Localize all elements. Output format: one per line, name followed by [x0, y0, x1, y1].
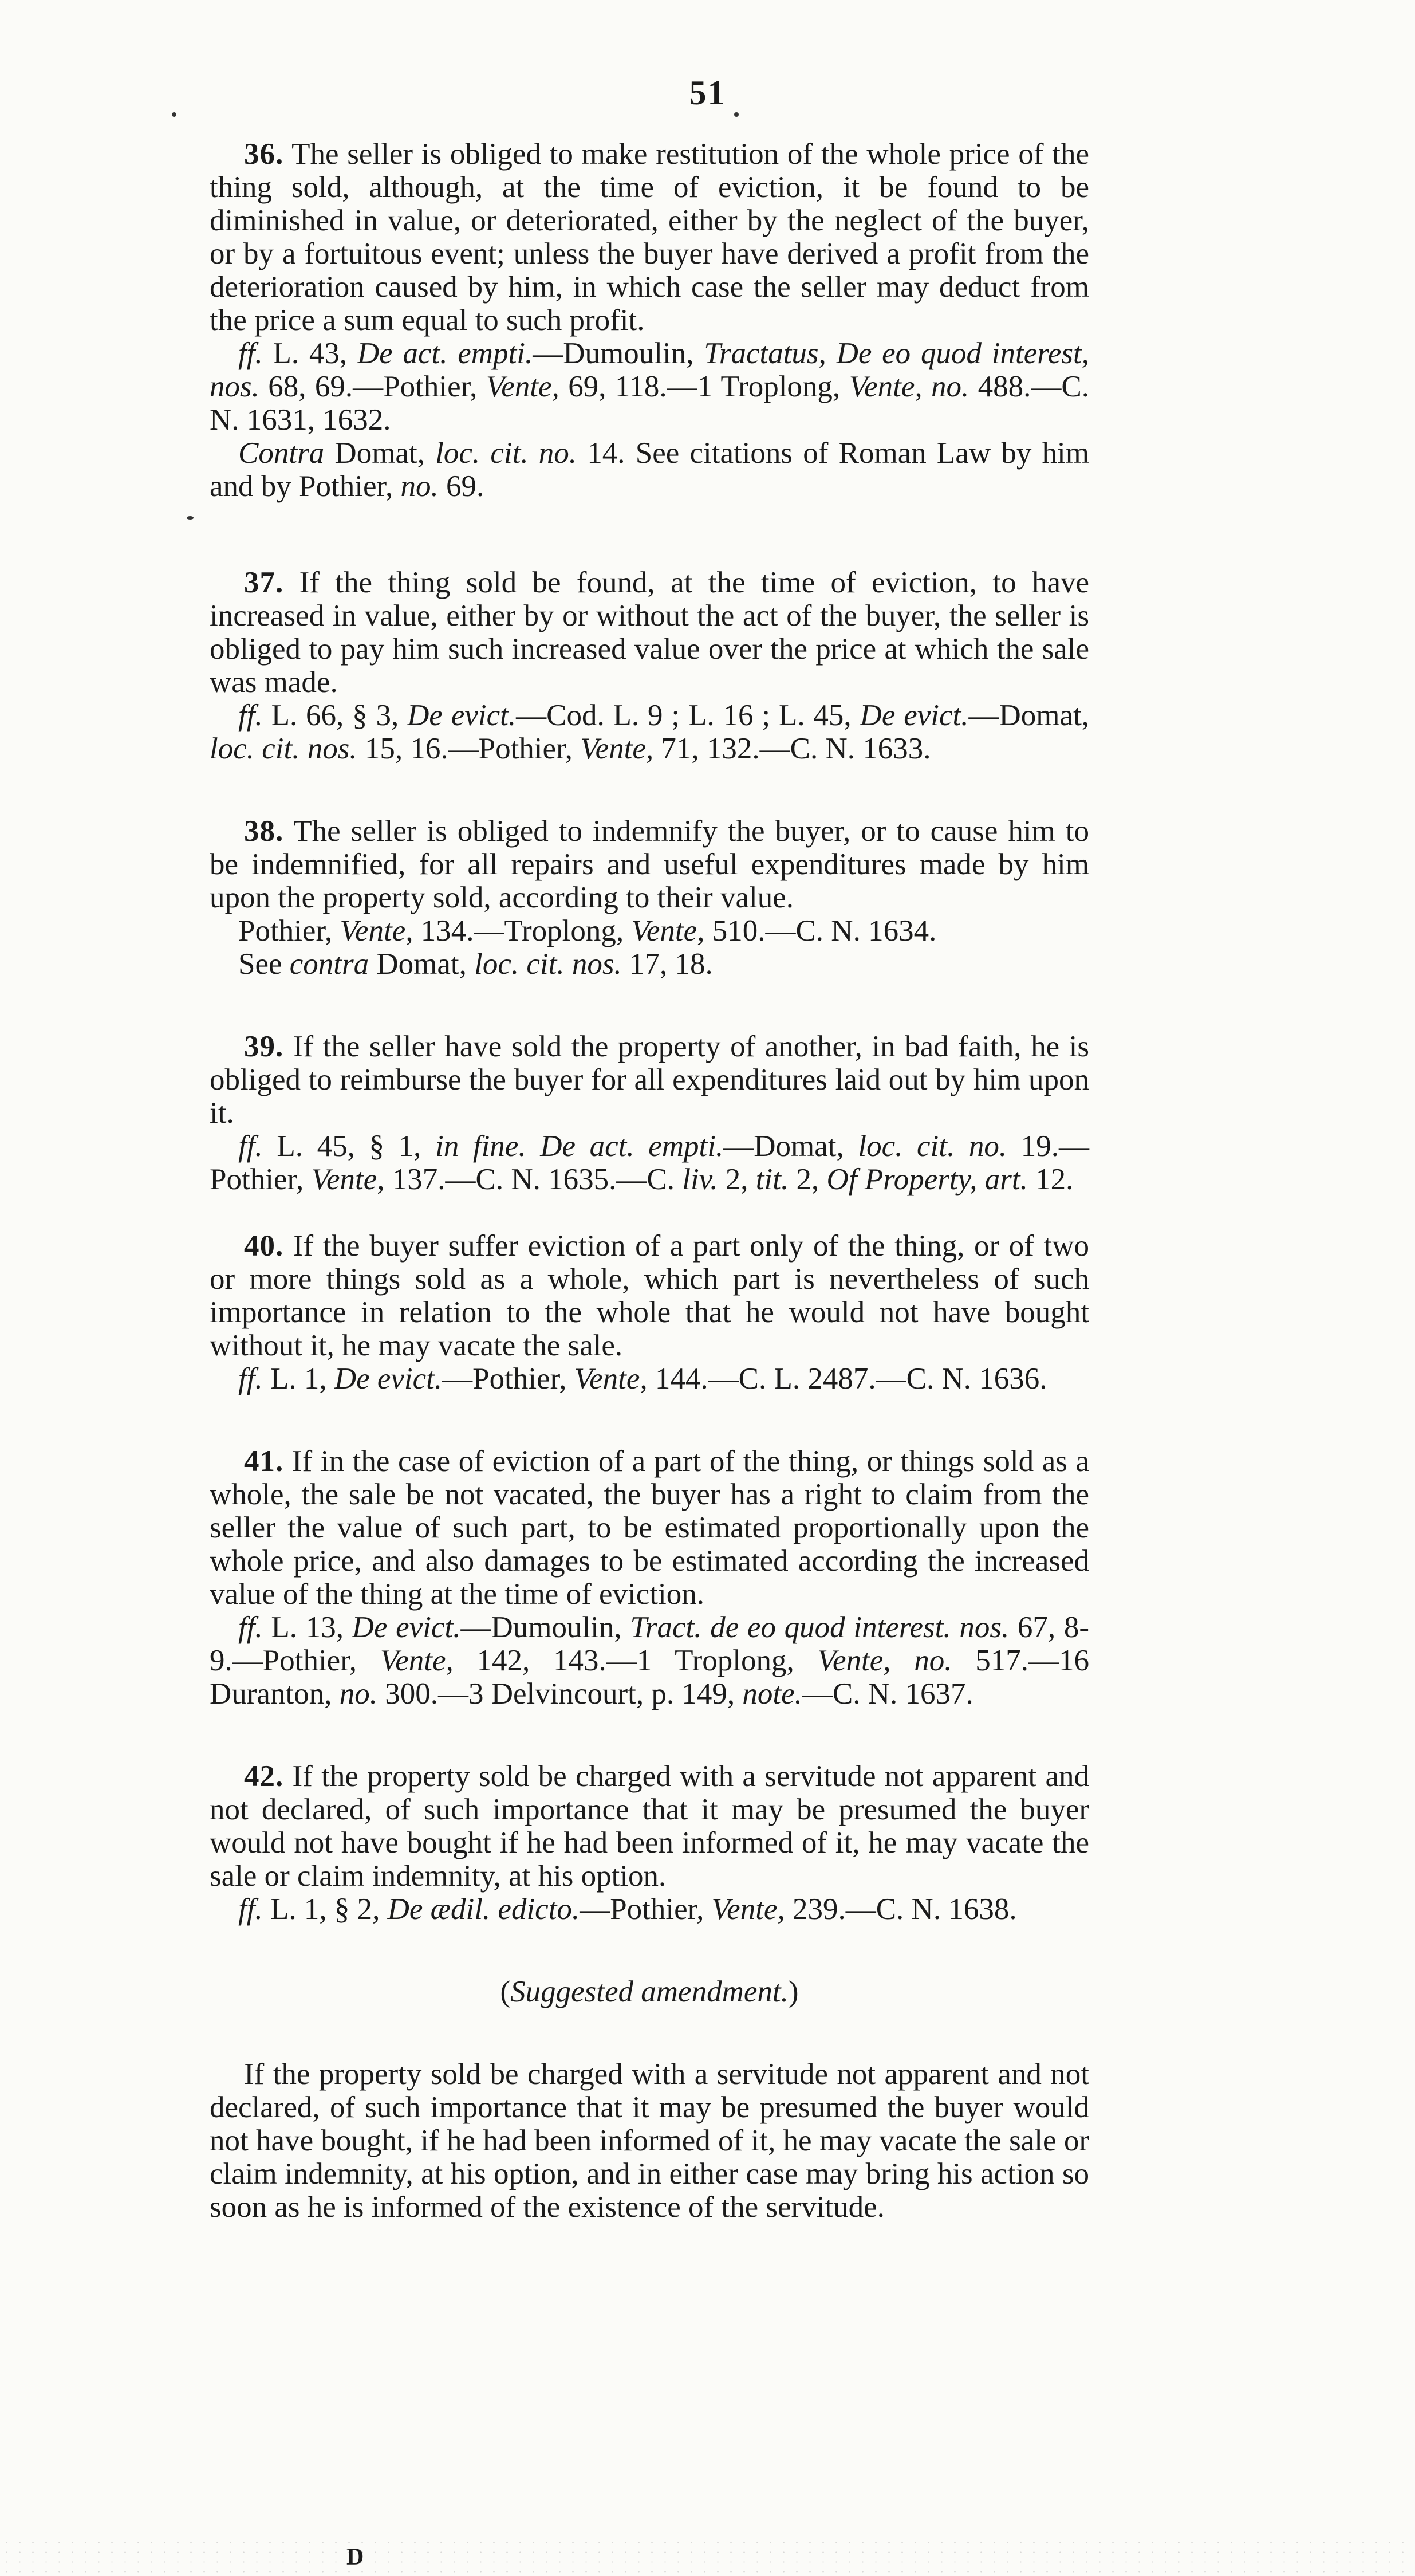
article-body: The seller is obliged to indemnify the buyer, or to cause him to be indemnified, for all repairs and useful expenditures made by him upon the property sold, according to their value. — [210, 815, 1089, 914]
citation-part: L. 45, § 1, — [262, 1130, 435, 1163]
citation-part: loc. cit. nos. — [474, 947, 622, 981]
citation-part: Vente, — [580, 732, 654, 765]
ink-speck — [187, 516, 194, 520]
amendment-heading-text: Suggested amendment. — [510, 1975, 789, 2008]
article-text — [210, 566, 1089, 699]
citation-part: no. — [400, 470, 439, 503]
page-body — [210, 137, 1089, 2224]
citation-part: 19.—Pothier, — [210, 1130, 1090, 1196]
article-41 — [210, 1445, 1089, 1710]
citation-part: —C. N. 1637. — [802, 1677, 973, 1710]
citation-part: 142, 143.—1 Troplong, — [453, 1644, 818, 1677]
citation-part: Vente, — [380, 1644, 454, 1677]
citation-part: 2, — [789, 1163, 827, 1196]
citation-part: —Pothier, — [580, 1893, 712, 1926]
article-39 — [210, 1030, 1089, 1196]
article-body: The seller is obliged to make restitution of the whole price of the thing sold, although, at the time of eviction, it be found to be diminished in value, or deteriorated, either by the neglect of the buyer, or by a fortuitous event; unless the buyer have derived a profit from the deterioration caused by him, in which case the seller may deduct from the price a sum equal to such profit. — [210, 137, 1089, 337]
citation-part: ff. — [238, 1130, 263, 1163]
citation-part: 68, 69.—Pothier, — [259, 370, 486, 403]
citation-part: 67, 8-9.—Pothier, — [210, 1611, 1090, 1677]
citation-part: liv. — [682, 1163, 718, 1196]
citation-part: 239.—C. N. 1638. — [785, 1893, 1017, 1926]
article-text — [210, 1760, 1089, 1893]
citation-part: 69. — [438, 470, 484, 503]
citation-part: 17, 18. — [621, 947, 713, 981]
article-text — [210, 815, 1089, 914]
citation-part: 15, 16.—Pothier, — [357, 732, 581, 765]
citation-part: note. — [742, 1677, 802, 1710]
citation-part: L. 66, § 3, — [262, 699, 408, 732]
citation-part: loc. cit. no. — [858, 1130, 1007, 1163]
citation-part: De evict. — [352, 1611, 461, 1644]
citation-part: L. 1, § 2, — [262, 1893, 388, 1926]
citation — [210, 947, 1089, 981]
citation-part: —Cod. L. 9 ; L. 16 ; L. 45, — [516, 699, 860, 732]
article-body: If in the case of eviction of a part of the thing, or things sold as a whole, the sale be not vacated, the buyer has a right to claim from the seller the value of such part, to be estimated proportionally upon the whole price, and also damages to be estimated according the increased value of the thing at the time of eviction. — [210, 1445, 1090, 1611]
citation — [210, 1611, 1089, 1710]
article-number: 37. — [244, 566, 284, 599]
citation-part: Contra — [238, 436, 325, 470]
citation-part: Vente, no. — [849, 370, 969, 403]
article-number: 38. — [244, 815, 284, 848]
citation-part: De ædil. edicto. — [387, 1893, 580, 1926]
citation-part: —Domat, — [968, 699, 1089, 732]
scan-noise — [0, 2538, 1415, 2576]
citation-part: in fine. De act. empti. — [435, 1130, 724, 1163]
citation-part: De evict. — [860, 699, 969, 732]
citation-part: Vente, no. — [817, 1644, 952, 1677]
citation-part: 137.—C. N. 1635.—C. — [384, 1163, 683, 1196]
citation-part: L. 1, — [262, 1362, 334, 1395]
ink-speck — [172, 112, 176, 117]
article-body: If the buyer suffer eviction of a part only of the thing, or of two or more things sold as a whole, which part is nevertheless of such importance in relation to the whole that he would not have bought without it, he may vacate the sale. — [210, 1229, 1090, 1362]
citation-part: —Dumoulin, — [533, 337, 704, 370]
citation-part: 134.—Troplong, — [413, 914, 632, 947]
amendment-text: If the property sold be charged with a servitude not apparent and not declared, of such importance that it may be presumed the buyer would not have bought, if he had been informed of it, he may vacate the sale or claim indemnity, at his option, and in either case may bring his action so soon as he is informed of the existence of the servitude. — [210, 2058, 1089, 2224]
citation-part: Pothier, — [238, 914, 340, 947]
article-text — [210, 1030, 1089, 1130]
citation-part: De evict. — [407, 699, 517, 732]
citation-part: Domat, — [369, 947, 475, 981]
article-38 — [210, 815, 1089, 981]
citation-part: 12. — [1027, 1163, 1074, 1196]
citation-part: ff. — [238, 1362, 263, 1395]
citation-part: Vente, — [311, 1163, 385, 1196]
citation — [210, 337, 1089, 436]
article-text — [210, 1445, 1089, 1611]
article-number: 36. — [244, 137, 284, 171]
citation-part: L. 13, — [262, 1611, 352, 1644]
citation-part: Vente, — [486, 370, 559, 403]
article-37 — [210, 566, 1089, 765]
citation-part: ff. — [238, 337, 263, 370]
citation-part: 488.—C. N. 1631, 1632. — [210, 370, 1089, 436]
article-text — [210, 137, 1089, 337]
citation-part: —Pothier, — [442, 1362, 574, 1395]
citation-part: De evict. — [334, 1362, 443, 1395]
citation-part: 517.—16 Duranton, — [210, 1644, 1089, 1710]
article-number: 39. — [244, 1030, 284, 1063]
citation-part: Vente, — [631, 914, 705, 947]
citation-part: Tract. de eo quod interest. nos. — [630, 1611, 1010, 1644]
citation-part: loc. cit. no. — [435, 436, 577, 470]
citation-part: Vente, — [711, 1893, 785, 1926]
citation-part: loc. cit. nos. — [210, 732, 357, 765]
citation-part: 510.—C. N. 1634. — [704, 914, 937, 947]
citation — [210, 699, 1089, 765]
citation-part: 2, — [718, 1163, 756, 1196]
citation — [210, 1362, 1089, 1395]
article-36 — [210, 137, 1089, 503]
citation-part: ff. — [238, 1611, 263, 1644]
citation-part: Tractatus, De eo quod interest, nos. — [210, 337, 1089, 403]
citation-part: 71, 132.—C. N. 1633. — [653, 732, 931, 765]
article-40 — [210, 1229, 1089, 1395]
citation — [210, 914, 1089, 947]
citation-part: 14. See citations of Roman Law by him and by Pothier, — [210, 436, 1089, 503]
page-number: 51 — [689, 74, 726, 112]
ink-speck — [734, 112, 739, 117]
citation-part: —Dumoulin, — [460, 1611, 630, 1644]
signature-mark: D — [346, 2544, 365, 2570]
citation — [210, 1130, 1089, 1196]
amendment-heading: (Suggested amendment.) — [500, 1975, 799, 2008]
article-number: 41. — [244, 1445, 284, 1478]
citation-part: 69, 118.—1 Troplong, — [559, 370, 849, 403]
citation — [210, 436, 1089, 503]
citation-part: De act. empti. — [357, 337, 533, 370]
article-42 — [210, 1760, 1089, 1926]
citation-part: contra — [289, 947, 369, 981]
citation-part: L. 43, — [262, 337, 357, 370]
article-body: If the seller have sold the property of another, in bad faith, he is obliged to reimburse the buyer for all expenditures laid out by him upon it. — [210, 1030, 1090, 1130]
article-body: If the thing sold be found, at the time of eviction, to have increased in value, either by or without the act of the buyer, the seller is obliged to pay him such increased value over the price at which the sale was made. — [210, 566, 1089, 699]
citation-part: —Domat, — [723, 1130, 858, 1163]
citation-part: tit. — [755, 1163, 789, 1196]
citation-part: ff. — [238, 699, 263, 732]
citation-part: See — [238, 947, 290, 981]
citation-part: ff. — [238, 1893, 263, 1926]
citation — [210, 1893, 1089, 1926]
article-number: 40. — [244, 1229, 284, 1263]
article-number: 42. — [244, 1760, 284, 1793]
citation-part: Domat, — [324, 436, 436, 470]
citation-part: no. — [339, 1677, 377, 1710]
citation-part: 300.—3 Delvincourt, p. 149, — [377, 1677, 743, 1710]
article-body: If the property sold be charged with a servitude not apparent and not declared, of such importance that it may be presumed the buyer would not have bought if he had been informed of it, he may vacate the sale or claim indemnity, at his option. — [210, 1760, 1090, 1893]
citation-part: Vente, — [574, 1362, 648, 1395]
article-text — [210, 1229, 1089, 1362]
citation-part: Of Property, art. — [826, 1163, 1028, 1196]
citation-part: Vente, — [340, 914, 413, 947]
citation-part: 144.—C. L. 2487.—C. N. 1636. — [647, 1362, 1047, 1395]
